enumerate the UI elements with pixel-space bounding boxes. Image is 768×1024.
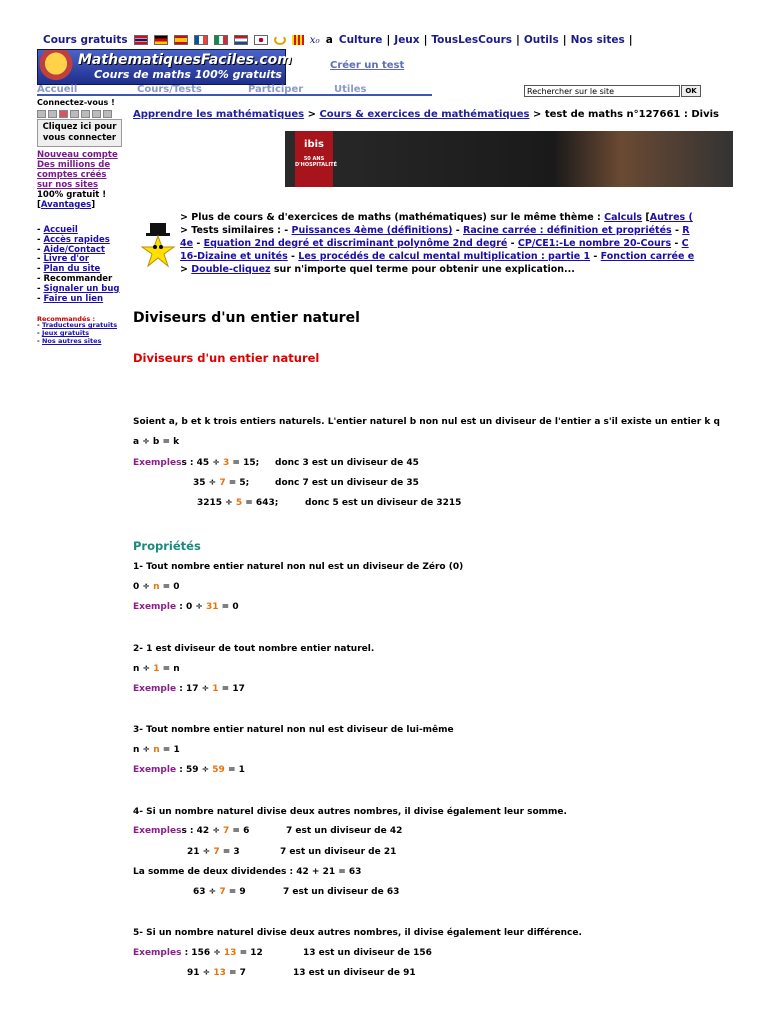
tab-useful[interactable]: Utiles: [334, 84, 367, 95]
email-icon[interactable]: [37, 110, 46, 118]
france-flag-icon[interactable]: [194, 35, 208, 45]
reco-games-link[interactable]: Jeux gratuits: [41, 329, 90, 337]
breadcrumb-learn-math[interactable]: Apprendre les mathématiques: [133, 109, 305, 120]
example-result: 7 est un diviseur de 42: [286, 826, 403, 836]
sidebar-item-make-link[interactable]: Faire un lien: [43, 293, 104, 304]
sidebar-item-home[interactable]: Accueil: [43, 225, 78, 235]
all-courses-link[interactable]: TousLesCours: [431, 34, 512, 46]
recommended-title: Recommandés :: [37, 315, 96, 323]
nav-tabs: [37, 86, 432, 96]
print-icon[interactable]: [48, 110, 57, 118]
sidebar-menu: - Accueil - Accès rapides - Aide/Contact - Livre d'or - Plan du site - Recommander - Signaler un bug - Faire un lien: [37, 225, 120, 304]
japan-flag-icon[interactable]: [254, 35, 268, 45]
ibis-logo: [295, 131, 338, 187]
similar-test-link[interactable]: Fonction carrée e: [600, 251, 695, 262]
similar-test-link[interactable]: R: [682, 225, 690, 236]
login-button[interactable]: Cliquez ici pour vous connecter: [37, 119, 122, 147]
similar-test-link[interactable]: Les procédés de calcul mental multiplication : partie 1: [298, 251, 591, 262]
formula: a ÷ b = k: [133, 437, 180, 447]
breadcrumb-current: test de maths n°127661 : Divis: [544, 109, 719, 120]
example-result: donc 3 est un diviseur de 45: [275, 458, 419, 468]
document-icon[interactable]: [92, 110, 101, 118]
example-result: donc 7 est un diviseur de 35: [275, 478, 419, 488]
breadcrumb-courses[interactable]: Cours & exercices de mathématiques: [319, 109, 530, 120]
example-result: 7 est un diviseur de 21: [280, 847, 397, 857]
example-line: Exempless : 45 ÷ 3 = 15; donc 3 est un diviseur de 45: [133, 458, 419, 468]
property-1-example: Exemple : 0 ÷ 31 = 0: [133, 602, 239, 612]
tab-courses-tests[interactable]: Cours/Tests: [137, 84, 202, 95]
heart-icon[interactable]: [59, 110, 68, 118]
reco-translators-link[interactable]: Traducteurs gratuits: [41, 321, 118, 329]
logo-title: MathematiquesFaciles.com: [78, 52, 292, 68]
social-icons: [37, 110, 112, 118]
double-click-hint: sur n'importe quel terme pour obtenir une explication...: [273, 264, 575, 275]
culture-link[interactable]: Culture: [338, 34, 383, 46]
property-5-example: Exemples : 156 ÷ 13 = 12 13 est un diviseur de 156: [133, 948, 432, 958]
similar-test-link[interactable]: 16-Dizaine et unités: [180, 251, 288, 262]
ad-brand: ibis: [304, 139, 324, 150]
letter-a-icon[interactable]: a: [325, 34, 333, 46]
germany-flag-icon[interactable]: [154, 35, 168, 45]
italy-flag-icon[interactable]: [214, 35, 228, 45]
star-mascot-icon: [141, 223, 177, 269]
site-logo[interactable]: [37, 49, 292, 85]
property-4-example: 21 ÷ 7 = 3 7 est un diviseur de 21: [187, 847, 397, 857]
netherlands-flag-icon[interactable]: [234, 35, 248, 45]
property-3-formula: n ÷ n = 1: [133, 745, 180, 755]
ad-banner[interactable]: [285, 131, 733, 187]
property-2-formula: n ÷ 1 = n: [133, 664, 180, 674]
laurel-icon[interactable]: [274, 35, 286, 45]
math-symbol-icon[interactable]: x₀: [309, 34, 320, 46]
list-icon[interactable]: [70, 110, 79, 118]
search-button[interactable]: OK: [681, 85, 701, 97]
recommended-list: - Traducteurs gratuits - Jeux gratuits - Nos autres sites: [37, 321, 118, 345]
connect-label: Connectez-vous !: [37, 98, 115, 107]
new-account-link[interactable]: Nouveau compte: [37, 150, 118, 160]
new-account-line-3[interactable]: comptes créés: [37, 170, 107, 180]
similar-tests-label: > Tests similaires : -: [180, 225, 289, 236]
section-title: Diviseurs d'un entier naturel: [133, 351, 320, 365]
search-input[interactable]: [524, 85, 680, 97]
page-title: Diviseurs d'un entier naturel: [133, 310, 360, 326]
property-4: 4- Si un nombre naturel divise deux autres nombres, il divise également leur somme.: [133, 807, 567, 817]
new-account-line-4[interactable]: sur nos sites: [37, 180, 99, 190]
sidebar-item-sitemap[interactable]: Plan du site: [43, 264, 101, 275]
property-5-example: 91 ÷ 13 = 7 13 est un diviseur de 91: [187, 968, 416, 978]
games-link[interactable]: Jeux: [394, 34, 420, 46]
sidebar-item-quick-access[interactable]: Accès rapides: [43, 234, 110, 245]
property-3-example: Exemple : 59 ÷ 59 = 1: [133, 765, 245, 775]
example-result: 13 est un diviseur de 156: [303, 948, 432, 958]
property-5: 5- Si un nombre naturel divise deux autres nombres, il divise également leur différence.: [133, 928, 582, 938]
tab-participate[interactable]: Participer: [248, 84, 304, 95]
new-account-line-2[interactable]: Des millions de: [37, 160, 111, 170]
reco-other-sites-link[interactable]: Nos autres sites: [41, 337, 102, 345]
sidebar-item-guestbook[interactable]: Livre d'or: [43, 254, 90, 265]
example-line: 35 ÷ 7 = 5; donc 7 est un diviseur de 35: [193, 478, 419, 488]
similar-test-link[interactable]: CP/CE1:-Le nombre 20-Cours: [517, 238, 672, 249]
related-autres-link[interactable]: Autres (: [649, 212, 693, 223]
similar-test-link[interactable]: Puissances 4ème (définitions): [291, 225, 453, 236]
courses-link[interactable]: Cours gratuits: [43, 34, 128, 46]
example-result: 7 est un diviseur de 63: [283, 887, 400, 897]
catalan-flag-icon[interactable]: [292, 35, 304, 45]
examples-label: Exemples: [133, 458, 182, 468]
breadcrumb: Apprendre les mathématiques > Cours & exercices de mathématiques > test de maths n°127661 : Divis: [133, 109, 719, 120]
example-line: 3215 ÷ 5 = 643; donc 5 est un diviseur de 3215: [197, 498, 462, 508]
intro-text: Soient a, b et k trois entiers naturels. L'entier naturel b non nul est un diviseur de l'entier a s'il existe un entier k q: [133, 417, 720, 427]
related-calculs-link[interactable]: Calculs: [604, 212, 643, 223]
similar-test-link[interactable]: Equation 2nd degré et discriminant polynôme 2nd degré: [203, 238, 508, 249]
similar-test-link[interactable]: 4e: [180, 238, 194, 249]
property-4-sum: La somme de deux dividendes : 42 + 21 = 63: [133, 867, 362, 877]
uk-flag-icon[interactable]: [134, 35, 148, 45]
example-result: 13 est un diviseur de 91: [293, 968, 416, 978]
tab-home[interactable]: Accueil: [37, 84, 78, 95]
new-account-block: Nouveau compte Des millions de comptes créés sur nos sites 100% gratuit ! [Avantages]: [37, 150, 118, 210]
close-icon[interactable]: [103, 110, 112, 118]
sidebar-item-recommend[interactable]: Recommander: [43, 273, 113, 284]
property-1: 1- Tout nombre entier naturel non nul est un diviseur de Zéro (0): [133, 562, 464, 572]
property-3: 3- Tout nombre entier naturel non nul est diviseur de lui-même: [133, 725, 454, 735]
property-2-example: Exemple : 17 ÷ 1 = 17: [133, 684, 245, 694]
example-result: donc 5 est un diviseur de 3215: [305, 498, 462, 508]
similar-test-link[interactable]: Racine carrée : définition et propriétés: [463, 225, 672, 236]
advantages-link[interactable]: Avantages: [40, 200, 92, 210]
double-click-link[interactable]: Double-cliquez: [191, 264, 271, 275]
create-test-link[interactable]: Créer un test: [330, 60, 405, 71]
property-4-example: Exempless : 42 ÷ 7 = 6 7 est un diviseur de 42: [133, 826, 403, 836]
sound-icon[interactable]: [81, 110, 90, 118]
related-content: > Plus de cours & d'exercices de maths (mathématiques) sur le même thème : Calculs [Autres ( > Tests similaires : - Puissances 4ème (définitions) - Racine carrée : définition et propriétés - R 4e - Equation 2nd degré et discriminant polynôme 2nd degré - CP/CE1:-Le nombre 20-Cours - C 16-Dizaine et unités - Les procédés de calcul mental multiplication : partie 1 - Fonction carrée e > Double-cliquez sur n'importe quel terme pour obtenir une explication...: [180, 212, 695, 275]
properties-heading: Propriétés: [133, 539, 201, 553]
ad-tagline: 50 ANS D'HOSPITALITÉ: [295, 156, 338, 168]
spain-flag-icon[interactable]: [174, 35, 188, 45]
property-4-example: 63 ÷ 7 = 9 7 est un diviseur de 63: [193, 887, 400, 897]
logo-tagline: Cours de maths 100% gratuits: [94, 68, 282, 81]
free-label: 100% gratuit !: [37, 190, 107, 200]
mascot-icon: [38, 50, 74, 84]
top-navigation: Cours gratuits x₀ a Culture | Jeux | TousLesCours | Outils | Nos sites |: [40, 32, 634, 48]
similar-test-link[interactable]: C: [681, 238, 689, 249]
property-2: 2- 1 est diviseur de tout nombre entier naturel.: [133, 644, 375, 654]
sidebar-item-report-bug[interactable]: Signaler un bug: [43, 283, 120, 294]
sidebar-item-help[interactable]: Aide/Contact: [43, 244, 105, 255]
tools-link[interactable]: Outils: [523, 34, 559, 46]
property-1-formula: 0 ÷ n = 0: [133, 582, 180, 592]
our-sites-link[interactable]: Nos sites: [570, 34, 625, 46]
related-more-label: > Plus de cours & d'exercices de maths (mathématiques) sur le même thème :: [180, 212, 601, 223]
